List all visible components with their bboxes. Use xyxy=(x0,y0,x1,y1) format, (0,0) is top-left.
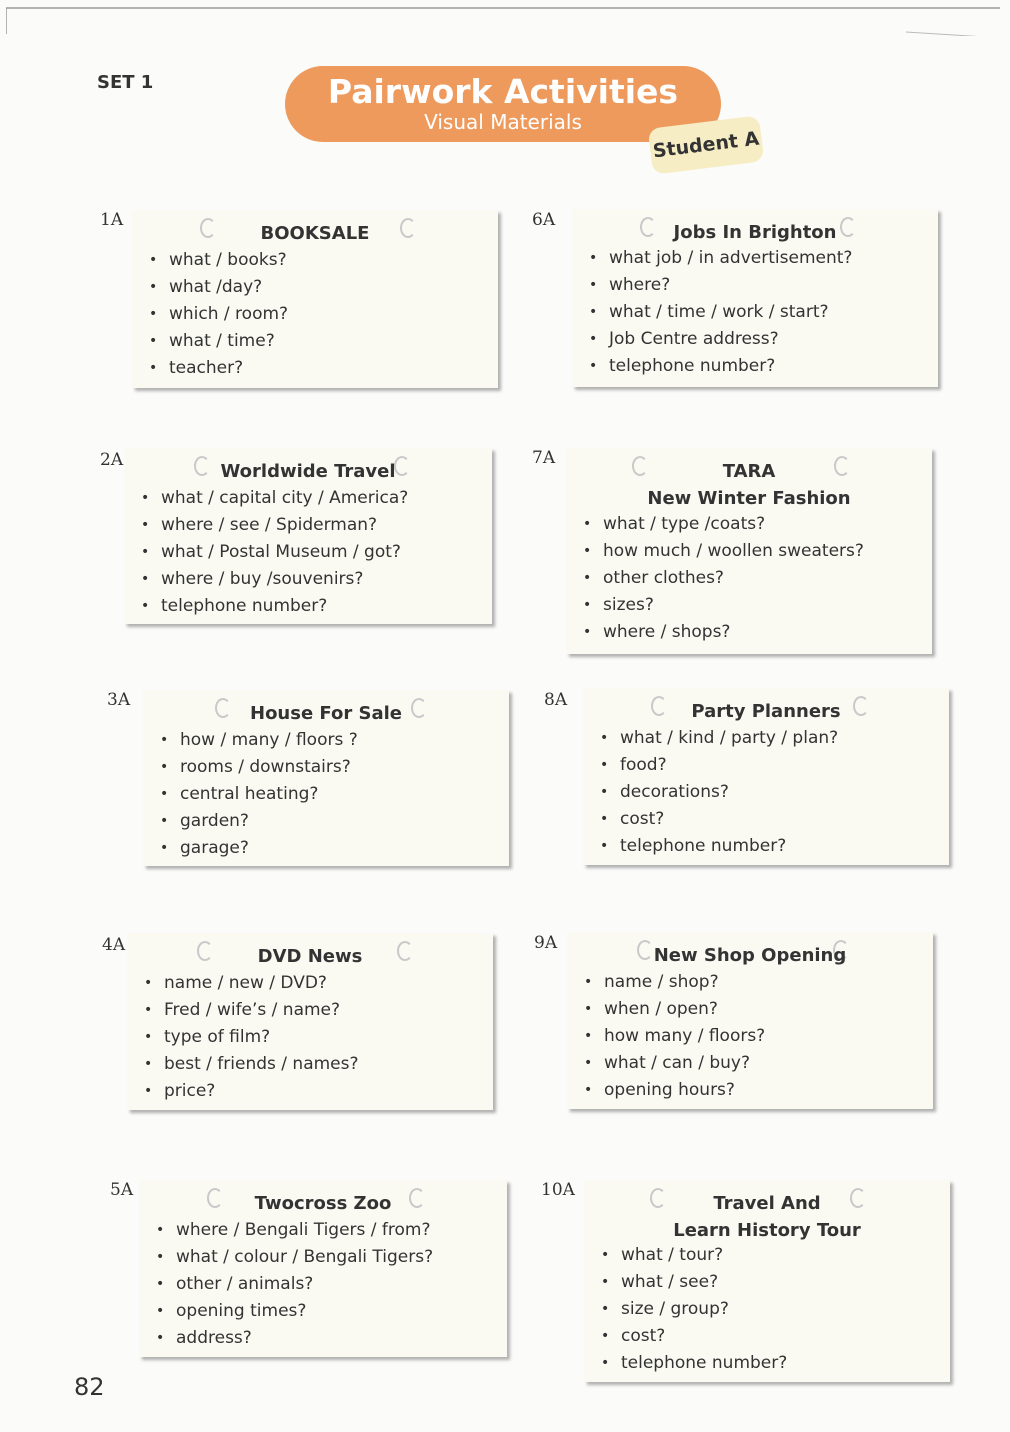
card-8a xyxy=(583,688,949,865)
list-item: • food? xyxy=(600,752,939,779)
list-item: • what / time / work / start? xyxy=(589,299,928,326)
list-item: • what / see? xyxy=(601,1269,940,1296)
list-item: • where / Bengali Tigers / from? xyxy=(156,1217,497,1244)
page-title: Pairwork Activities xyxy=(327,72,679,111)
card-number: 5A xyxy=(110,1180,134,1200)
list-item: • cost? xyxy=(600,806,939,833)
card-number: 8A xyxy=(544,690,568,710)
list-item: • cost? xyxy=(601,1323,940,1350)
list-item: • decorations? xyxy=(600,779,939,806)
page-border-line xyxy=(6,6,1006,36)
list-item: • name / new / DVD? xyxy=(144,970,483,997)
list-item: • what / books? xyxy=(149,247,488,274)
card-title: BOOKSALE xyxy=(260,223,370,244)
card-3a xyxy=(143,690,509,866)
student-tag: Student A xyxy=(648,115,765,174)
card-number: 9A xyxy=(534,933,558,953)
card-title: Twocross Zoo xyxy=(254,1193,392,1214)
list-item: • what / Postal Museum / got? xyxy=(141,539,482,566)
card-number: 6A xyxy=(532,210,556,230)
card-4a xyxy=(127,933,493,1110)
list-item: • how many / floors? xyxy=(584,1023,923,1050)
question-list xyxy=(141,485,482,620)
list-item: • sizes? xyxy=(583,592,922,619)
list-item: • how much / woollen sweaters? xyxy=(583,538,922,565)
card-title-line: Learn History Tour xyxy=(673,1220,861,1241)
list-item: • telephone number? xyxy=(601,1350,940,1377)
list-item: • garden? xyxy=(160,808,499,835)
card-number: 4A xyxy=(102,935,126,955)
list-item: • where / shops? xyxy=(583,619,922,646)
card-title-line: Travel And xyxy=(713,1193,821,1214)
list-item: • what / time? xyxy=(149,328,488,355)
question-list xyxy=(583,511,922,646)
question-list xyxy=(149,247,488,382)
list-item: • opening times? xyxy=(156,1298,497,1325)
list-item: • teacher? xyxy=(149,355,488,382)
card-title-line: TARA xyxy=(722,461,776,482)
list-item: • where? xyxy=(589,272,928,299)
question-list xyxy=(156,1217,497,1352)
card-number: 2A xyxy=(100,450,124,470)
question-list xyxy=(600,725,939,860)
list-item: • address? xyxy=(156,1325,497,1352)
list-item: • Job Centre address? xyxy=(589,326,928,353)
list-item: • other clothes? xyxy=(583,565,922,592)
question-list xyxy=(144,970,483,1105)
list-item: • what / type /coats? xyxy=(583,511,922,538)
card-6a xyxy=(572,209,938,387)
list-item: • telephone number? xyxy=(589,353,928,380)
list-item: • what / can / buy? xyxy=(584,1050,923,1077)
card-number: 3A xyxy=(107,690,131,710)
list-item: • which / room? xyxy=(149,301,488,328)
card-title: Party Planners xyxy=(691,701,841,722)
card-title-line: New Winter Fashion xyxy=(647,488,851,509)
set-label: SET 1 xyxy=(97,72,154,93)
list-item: • central heating? xyxy=(160,781,499,808)
list-item: • when / open? xyxy=(584,996,923,1023)
question-list xyxy=(601,1242,940,1377)
list-item: • Fred / wife’s / name? xyxy=(144,997,483,1024)
list-item: • telephone number? xyxy=(600,833,939,860)
list-item: • opening hours? xyxy=(584,1077,923,1104)
question-list xyxy=(584,969,923,1104)
list-item: • what job / in advertisement? xyxy=(589,245,928,272)
list-item: • telephone number? xyxy=(141,593,482,620)
list-item: • what / kind / party / plan? xyxy=(600,725,939,752)
card-2a xyxy=(124,448,492,624)
card-7a xyxy=(566,448,932,654)
list-item: • how / many / floors ? xyxy=(160,727,499,754)
card-title: DVD News xyxy=(257,946,363,967)
card-title: New Shop Opening xyxy=(653,945,847,966)
list-item: • type of film? xyxy=(144,1024,483,1051)
card-title: House For Sale xyxy=(250,703,402,724)
list-item: • garage? xyxy=(160,835,499,862)
card-5a xyxy=(139,1180,507,1357)
list-item: • size / group? xyxy=(601,1296,940,1323)
list-item: • where / see / Spiderman? xyxy=(141,512,482,539)
list-item: • rooms / downstairs? xyxy=(160,754,499,781)
question-list xyxy=(160,727,499,862)
card-1a xyxy=(132,210,498,388)
card-number: 1A xyxy=(100,210,124,230)
list-item: • what / colour / Bengali Tigers? xyxy=(156,1244,497,1271)
list-item: • what / capital city / America? xyxy=(141,485,482,512)
list-item: • what / tour? xyxy=(601,1242,940,1269)
list-item: • best / friends / names? xyxy=(144,1051,483,1078)
list-item: • name / shop? xyxy=(584,969,923,996)
card-title xyxy=(584,1190,950,1244)
card-10a xyxy=(584,1180,950,1382)
card-title: Jobs In Brighton xyxy=(673,222,837,243)
list-item: • what /day? xyxy=(149,274,488,301)
card-number: 10A xyxy=(541,1180,575,1200)
page-subtitle: Visual Materials xyxy=(424,110,582,134)
question-list xyxy=(589,245,928,380)
card-title: Worldwide Travel xyxy=(220,461,396,482)
card-9a xyxy=(567,932,933,1109)
card-number: 7A xyxy=(532,448,556,468)
list-item: • where / buy /souvenirs? xyxy=(141,566,482,593)
list-item: • price? xyxy=(144,1078,483,1105)
page-number: 82 xyxy=(74,1373,105,1401)
card-title xyxy=(566,458,932,512)
list-item: • other / animals? xyxy=(156,1271,497,1298)
